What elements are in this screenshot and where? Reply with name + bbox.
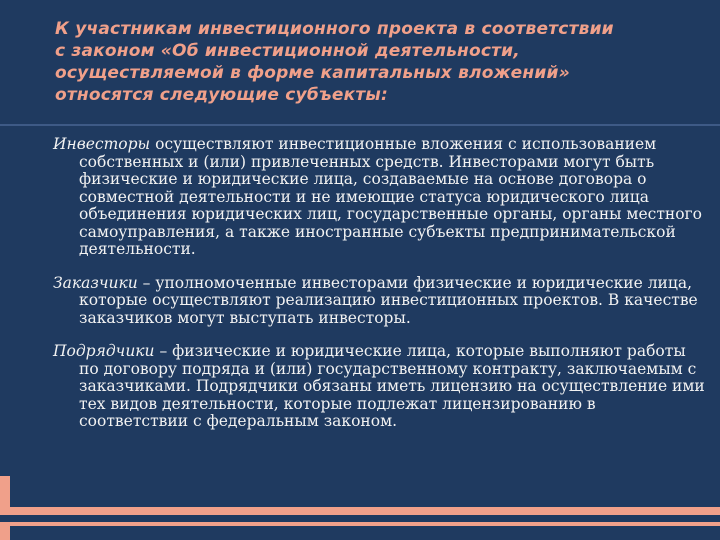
definition-contractors: – физические и юридические лица, которые выполняют работы по договору подряда и (или) государственному контракту, заключаемым с заказчиками. Подрядчики обязаны иметь лицензию на осуществление ими тех видов деятельности, которые подлежат лицензированию в соответствии с федеральным законом.: [79, 342, 705, 430]
decorative-accent-bar: [0, 476, 10, 507]
decorative-footer-accent: [0, 526, 10, 540]
paragraph-contractors: [53, 343, 708, 431]
slide-title: [55, 18, 695, 106]
decorative-footer-line: [0, 522, 720, 526]
title-divider: [0, 124, 720, 126]
title-line-1: К участникам инвестиционного проекта в соответствии: [55, 19, 614, 39]
title-line-3: осуществляемой в форме капитальных вложений»: [55, 63, 570, 83]
definition-customers: – уполномоченные инвесторами физические и юридические лица, которые осуществляют реализацию инвестиционных проектов. В качестве заказчиков могут выступать инвесторы.: [79, 273, 698, 327]
slide-body: [53, 136, 708, 447]
title-line-2: с законом «Об инвестиционной деятельности,: [55, 41, 520, 61]
paragraph-investors: [53, 136, 708, 259]
term-investors: Инвесторы: [53, 135, 151, 153]
title-line-4: относятся следующие субъекты:: [55, 85, 388, 105]
definition-investors: осуществляют инвестиционные вложения с использованием собственных и (или) привлеченных средств. Инвесторами могут быть физические и юридические лица, создаваемые на основе договора о совместной деятельности и не имеющие статуса юридического лица объединения юридических лиц, государственные органы, органы местного самоуправления, а также иностранные субъекты предпринимательской деятельности.: [79, 135, 703, 258]
term-customers: Заказчики: [53, 273, 138, 292]
decorative-bottom-bar: [0, 507, 720, 515]
paragraph-customers: [53, 275, 708, 328]
term-contractors: Подрядчики: [53, 342, 155, 360]
